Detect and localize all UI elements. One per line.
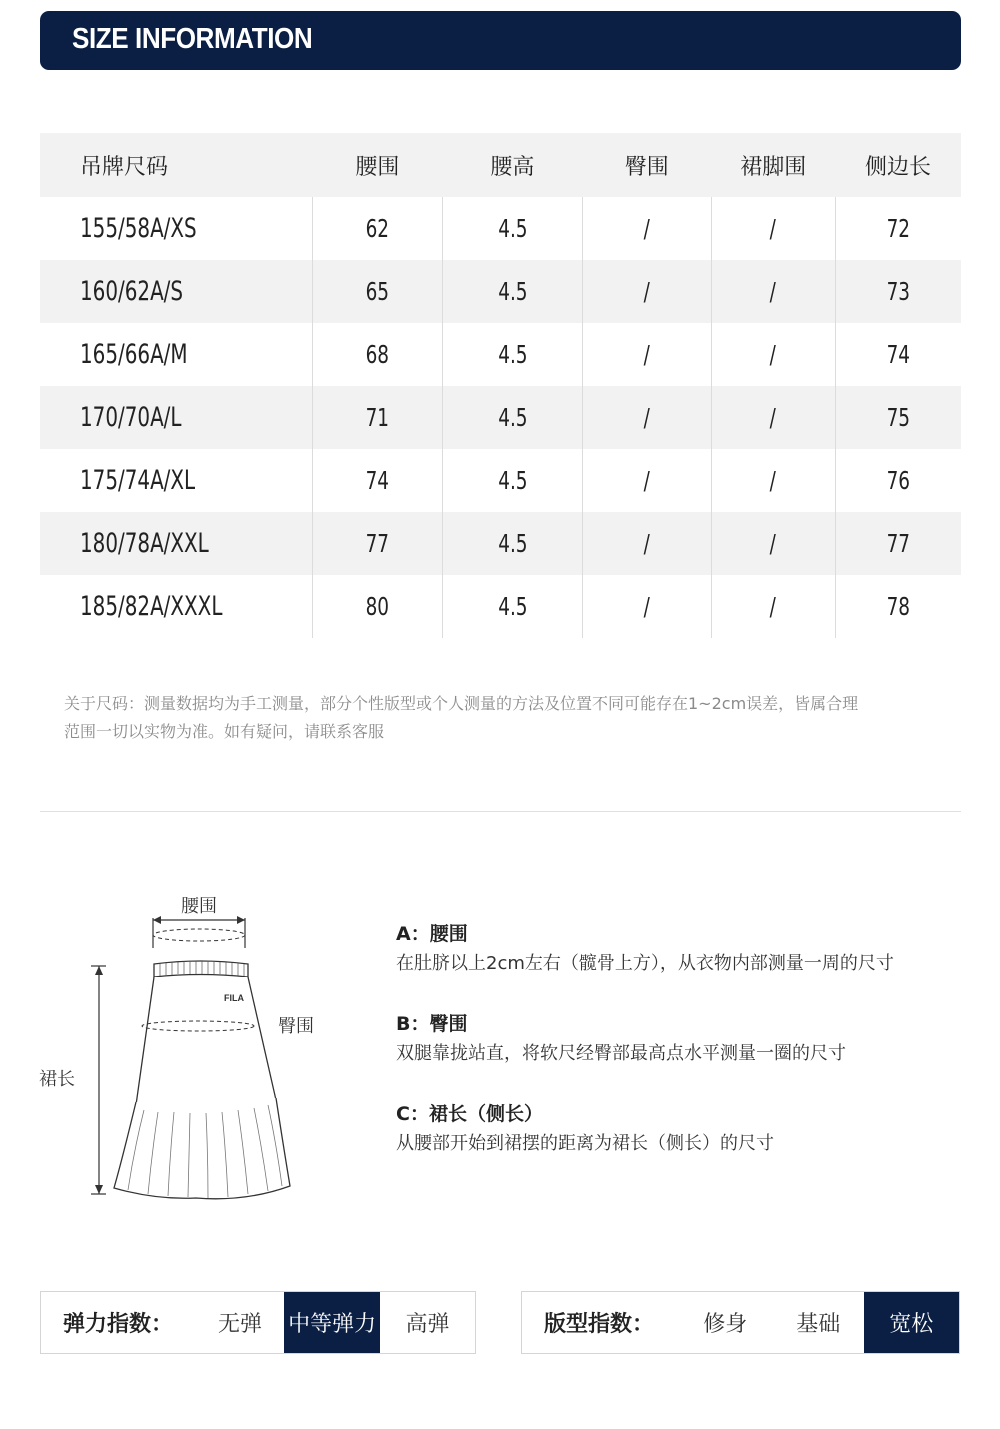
measurement-cell — [443, 323, 582, 386]
cell-value: 65 — [365, 277, 390, 306]
measurement-cell — [443, 260, 582, 323]
cell-value: 4.5 — [497, 466, 528, 495]
table-row — [40, 260, 961, 323]
desc-title: B：臀围 — [396, 1013, 468, 1035]
cell-value: 4.5 — [497, 214, 528, 243]
cell-value: / — [770, 529, 777, 558]
cell-value: 4.5 — [497, 592, 528, 621]
measurement-cell — [312, 449, 443, 512]
fit-label: 版型指数： — [544, 1312, 655, 1337]
page-title: SIZE INFORMATION — [72, 23, 313, 55]
cell-value: / — [643, 403, 650, 432]
elasticity-option: 中等弹力 — [284, 1292, 380, 1353]
measurement-cell — [711, 386, 835, 449]
table-row — [40, 323, 961, 386]
cell-value: 76 — [886, 466, 911, 495]
header-bar — [40, 11, 961, 70]
size-table — [40, 133, 961, 638]
table-header-row — [40, 133, 961, 197]
skirt-illustration — [36, 880, 336, 1220]
hip-label: 臀围 — [278, 1016, 314, 1037]
cell-value: / — [643, 529, 650, 558]
measurement-cell — [443, 512, 582, 575]
size-cell — [40, 512, 312, 575]
measurement-cell — [835, 197, 961, 260]
table-row — [40, 386, 961, 449]
cell-value: 180/78A/XXL — [80, 528, 209, 559]
cell-value: 4.5 — [497, 340, 528, 369]
desc-text: 在肚脐以上2cm左右（髋骨上方），从衣物内部测量一周的尺寸 — [396, 953, 894, 974]
size-cell — [40, 449, 312, 512]
desc-title: A：腰围 — [396, 923, 468, 945]
elasticity-option: 无弹 — [218, 1312, 263, 1337]
fit-option: 宽松 — [864, 1292, 959, 1353]
desc-title: C：裙长（侧长） — [396, 1103, 543, 1125]
size-note — [64, 690, 964, 746]
measurement-cell — [711, 197, 835, 260]
desc-text: 双腿靠拢站直，将软尺经臀部最高点水平测量一圈的尺寸 — [396, 1043, 846, 1064]
measurement-cell — [312, 260, 443, 323]
fit-index — [521, 1291, 960, 1354]
measurement-cell — [582, 512, 711, 575]
cell-value: 175/74A/XL — [80, 465, 196, 496]
cell-value: 160/62A/S — [80, 276, 184, 307]
cell-value: / — [643, 592, 650, 621]
cell-value: 75 — [886, 403, 911, 432]
cell-value: / — [770, 214, 777, 243]
fit-option: 修身 — [703, 1312, 748, 1337]
table-row — [40, 197, 961, 260]
column-header: 腰围 — [312, 133, 443, 197]
measurement-cell — [582, 260, 711, 323]
size-cell — [40, 323, 312, 386]
cell-value: 80 — [365, 592, 390, 621]
cell-value: / — [770, 592, 777, 621]
cell-value: 74 — [365, 466, 390, 495]
measurement-cell — [582, 197, 711, 260]
measurement-cell — [835, 449, 961, 512]
measurement-cell — [582, 449, 711, 512]
elasticity-option: 高弹 — [405, 1312, 450, 1337]
cell-value: 185/82A/XXXL — [80, 591, 223, 622]
measurement-cell — [312, 197, 443, 260]
measurement-cell — [312, 323, 443, 386]
desc-hip — [396, 1010, 976, 1070]
measurement-cell — [835, 512, 961, 575]
cell-value: 73 — [886, 277, 911, 306]
column-header: 臀围 — [582, 133, 711, 197]
cell-value: 155/58A/XS — [80, 213, 197, 244]
skirt-diagram — [36, 880, 336, 1220]
measurement-cell — [312, 575, 443, 638]
measurement-cell — [312, 512, 443, 575]
cell-value: / — [643, 277, 650, 306]
length-label: 裙长 — [39, 1069, 75, 1090]
measurement-cell — [312, 386, 443, 449]
cell-value: 4.5 — [497, 277, 528, 306]
cell-value: 77 — [365, 529, 390, 558]
size-cell — [40, 386, 312, 449]
note-line: 范围一切以实物为准。如有疑问，请联系客服 — [64, 722, 385, 741]
cell-value: 71 — [365, 403, 390, 432]
column-header: 腰高 — [443, 133, 582, 197]
size-cell — [40, 197, 312, 260]
column-header: 侧边长 — [835, 133, 961, 197]
measurement-cell — [582, 575, 711, 638]
measurement-cell — [835, 575, 961, 638]
cell-value: 62 — [365, 214, 390, 243]
cell-value: / — [643, 466, 650, 495]
cell-value: 72 — [886, 214, 911, 243]
cell-value: / — [770, 466, 777, 495]
waist-label: 腰围 — [181, 896, 217, 917]
note-line: 关于尺码：测量数据均为手工测量，部分个性版型或个人测量的方法及位置不同可能存在1~2cm误差，皆属合理 — [64, 694, 859, 713]
cell-value: / — [643, 214, 650, 243]
size-cell — [40, 260, 312, 323]
measurement-cell — [835, 386, 961, 449]
measurement-cell — [711, 575, 835, 638]
logo-mark: FILA — [224, 993, 244, 1003]
elasticity-label: 弹力指数： — [63, 1312, 174, 1337]
measurement-cell — [835, 323, 961, 386]
desc-length — [396, 1100, 976, 1160]
cell-value: / — [770, 277, 777, 306]
measurement-cell — [711, 260, 835, 323]
measurement-cell — [835, 260, 961, 323]
desc-waist — [396, 920, 976, 980]
table-row — [40, 449, 961, 512]
column-header: 吊牌尺码 — [40, 133, 312, 197]
cell-value: / — [770, 340, 777, 369]
cell-value: 77 — [886, 529, 911, 558]
measurement-cell — [711, 323, 835, 386]
divider — [40, 811, 961, 812]
cell-value: 165/66A/M — [80, 339, 188, 370]
measurement-cell — [443, 449, 582, 512]
cell-value: 68 — [365, 340, 390, 369]
cell-value: / — [770, 403, 777, 432]
measurement-cell — [443, 386, 582, 449]
cell-value: 78 — [886, 592, 911, 621]
desc-text: 从腰部开始到裙摆的距离为裙长（侧长）的尺寸 — [396, 1133, 774, 1154]
measurement-cell — [582, 386, 711, 449]
cell-value: 4.5 — [497, 529, 528, 558]
cell-value: / — [643, 340, 650, 369]
size-cell — [40, 575, 312, 638]
cell-value: 74 — [886, 340, 911, 369]
fit-option: 基础 — [796, 1312, 841, 1337]
measurement-cell — [443, 197, 582, 260]
column-header: 裙脚围 — [711, 133, 835, 197]
measurement-cell — [582, 323, 711, 386]
measurement-cell — [711, 449, 835, 512]
cell-value: 4.5 — [497, 403, 528, 432]
measurement-cell — [711, 512, 835, 575]
table-row — [40, 575, 961, 638]
table-row — [40, 512, 961, 575]
measurement-cell — [443, 575, 582, 638]
elasticity-index — [40, 1291, 476, 1354]
cell-value: 170/70A/L — [80, 402, 182, 433]
